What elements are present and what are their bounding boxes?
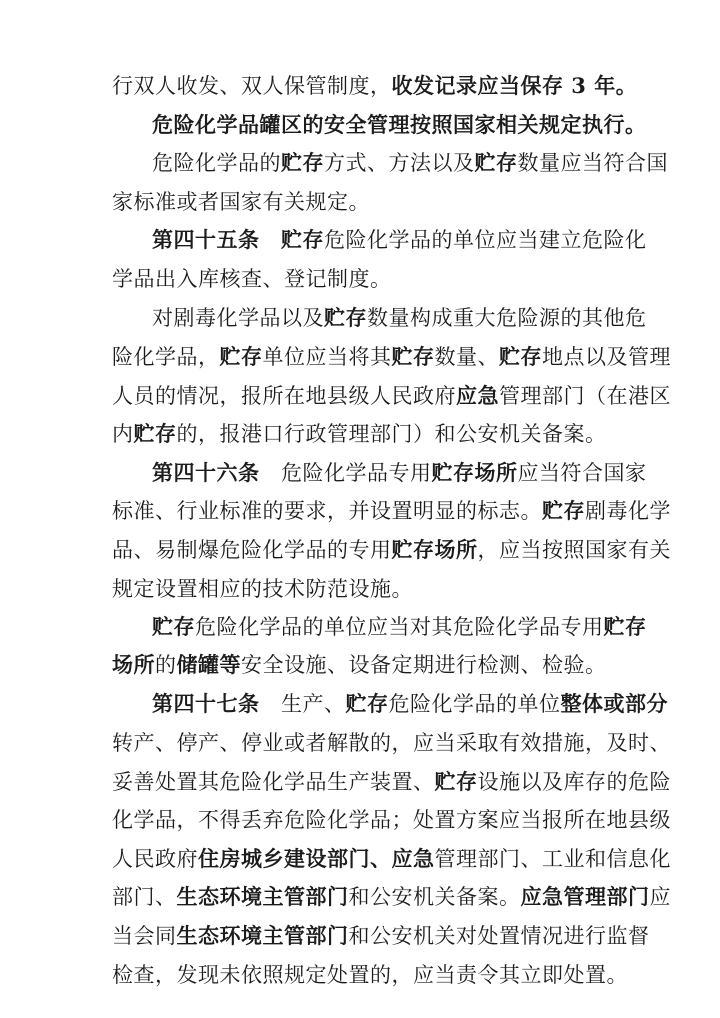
bold-text-segment: 贮存 bbox=[281, 227, 324, 252]
bold-text-segment: 第四十五条 bbox=[152, 227, 281, 252]
bold-text-segment: 贮存 bbox=[345, 691, 389, 716]
text-line bbox=[112, 417, 612, 451]
text-segment: 剧毒化学 bbox=[585, 499, 671, 523]
text-segment: 危险化学品的单位应当建立危险化 bbox=[324, 228, 647, 252]
text-segment: 内 bbox=[112, 422, 134, 446]
bold-text-segment: 贮存 bbox=[281, 150, 324, 175]
text-line bbox=[112, 185, 612, 219]
text-segment: 和公安机关备案。 bbox=[348, 885, 521, 909]
bold-text-segment: 贮存场所 bbox=[431, 460, 518, 485]
text-segment: 品、易制爆危险化学品的专用 bbox=[112, 538, 392, 562]
bold-text-segment: 贮存 bbox=[219, 344, 263, 369]
bold-text-segment: 贮存 bbox=[499, 344, 542, 369]
text-segment: 规定设置相应的技术防范设施。 bbox=[112, 577, 413, 601]
bold-text-segment: 应急管理部门 bbox=[520, 884, 650, 909]
text-segment: 方式、方法以及 bbox=[324, 151, 475, 175]
text-line bbox=[112, 262, 612, 296]
text-segment: 的，报港口行政管理部门）和公安机关备案。 bbox=[176, 422, 607, 446]
text-segment: 管理部门（在港区 bbox=[499, 384, 671, 408]
text-line bbox=[112, 648, 612, 682]
bold-text-segment: 贮存 bbox=[542, 498, 585, 523]
text-line bbox=[112, 379, 671, 413]
text-segment: 部门、 bbox=[112, 885, 177, 909]
bold-text-segment: 生态环境主管部门 bbox=[176, 923, 349, 948]
text-segment: 检查，发现未依照规定处置的，应当责令其立即处置。 bbox=[112, 963, 628, 987]
text-segment: 管理部门、工业和信息化 bbox=[434, 847, 671, 871]
text-segment: 家标准或者国家有关规定。 bbox=[112, 190, 370, 214]
bold-text-segment: 第四十六条 bbox=[152, 460, 281, 485]
text-segment: 单位应当将其 bbox=[262, 345, 392, 369]
text-line bbox=[112, 223, 647, 257]
bold-text-segment: 贮存 bbox=[324, 305, 367, 330]
text-line bbox=[112, 919, 650, 953]
text-line bbox=[112, 108, 647, 142]
text-line bbox=[112, 880, 671, 914]
bold-text-segment: 贮存 bbox=[474, 150, 518, 175]
text-line bbox=[112, 687, 668, 721]
bold-text-segment: 贮存 bbox=[603, 614, 647, 639]
bold-text-segment: 第四十七条 bbox=[152, 691, 281, 716]
text-segment: 当会同 bbox=[112, 924, 177, 948]
text-segment: 险化学品， bbox=[112, 345, 220, 369]
text-line bbox=[112, 146, 668, 180]
text-segment: 数量构成重大危险源的其他危 bbox=[367, 306, 647, 330]
bold-text-segment: 整体或部分 bbox=[560, 691, 668, 716]
bold-text-segment: 贮存场所 bbox=[391, 537, 478, 562]
text-segment: 危险化学品的单位应当对其危险化学品专用 bbox=[195, 615, 604, 639]
bold-text-segment: 住房城乡建设部门、应急 bbox=[198, 846, 435, 871]
text-line bbox=[112, 803, 671, 837]
text-segment: 应当符合国家 bbox=[517, 461, 647, 485]
text-segment: 数量应当符合国 bbox=[517, 151, 668, 175]
text-line bbox=[112, 301, 647, 335]
bold-text-segment: 场所 bbox=[112, 652, 155, 677]
text-segment: 危险化学品的 bbox=[152, 151, 281, 175]
text-segment: 的 bbox=[155, 653, 177, 677]
text-segment: 人员的情况，报所在地县级人民政府 bbox=[112, 384, 456, 408]
text-line bbox=[112, 726, 671, 760]
bold-text-segment: 贮存 bbox=[152, 614, 195, 639]
text-segment: 数量、 bbox=[434, 345, 499, 369]
text-line bbox=[112, 494, 671, 528]
text-segment: 学品出入库核查、登记制度。 bbox=[112, 267, 392, 291]
bold-text-segment: 贮存 bbox=[434, 769, 478, 794]
text-segment: 危险化学品的单位 bbox=[388, 692, 561, 716]
text-segment: 危险化学品专用 bbox=[281, 461, 432, 485]
text-segment: 应 bbox=[649, 885, 671, 909]
bold-text-segment: 贮存 bbox=[391, 344, 435, 369]
text-segment: ，应当按照国家有关 bbox=[477, 538, 671, 562]
text-segment: 化学品，不得丢弃危险化学品；处置方案应当报所在地县级 bbox=[112, 808, 671, 832]
text-segment: 安全设施、设备定期进行检测、检验。 bbox=[241, 653, 607, 677]
text-segment: 生产、 bbox=[281, 692, 346, 716]
text-line bbox=[112, 958, 628, 992]
text-segment: 人民政府 bbox=[112, 847, 198, 871]
text-line bbox=[112, 340, 671, 374]
bold-text-segment: 收发记录应当保存 3 年。 bbox=[391, 73, 638, 98]
text-segment: 标准、行业标准的要求，并设置明显的标志。 bbox=[112, 499, 542, 523]
text-line bbox=[112, 69, 638, 103]
bold-text-segment: 生态环境主管部门 bbox=[176, 884, 349, 909]
text-segment: 和公安机关对处置情况进行监督 bbox=[348, 924, 650, 948]
bold-text-segment: 危险化学品罐区的安全管理按照国家相关规定执行。 bbox=[152, 112, 647, 137]
text-segment: 行双人收发、双人保管制度， bbox=[112, 74, 392, 98]
bold-text-segment: 储罐等 bbox=[176, 652, 241, 677]
text-line bbox=[112, 572, 612, 606]
text-segment: 对剧毒化学品以及 bbox=[152, 306, 324, 330]
text-line bbox=[112, 765, 671, 799]
text-segment: 转产、停产、停业或者解散的，应当采取有效措施，及时、 bbox=[112, 731, 671, 755]
text-line bbox=[112, 842, 671, 876]
text-line bbox=[112, 456, 647, 490]
text-segment: 妥善处置其危险化学品生产装置、 bbox=[112, 770, 435, 794]
text-segment: 设施以及库存的危险 bbox=[477, 770, 671, 794]
text-line bbox=[112, 533, 671, 567]
text-segment: 地点以及管理 bbox=[542, 345, 671, 369]
bold-text-segment: 应急 bbox=[456, 383, 499, 408]
text-line bbox=[112, 610, 647, 644]
bold-text-segment: 贮存 bbox=[133, 421, 177, 446]
